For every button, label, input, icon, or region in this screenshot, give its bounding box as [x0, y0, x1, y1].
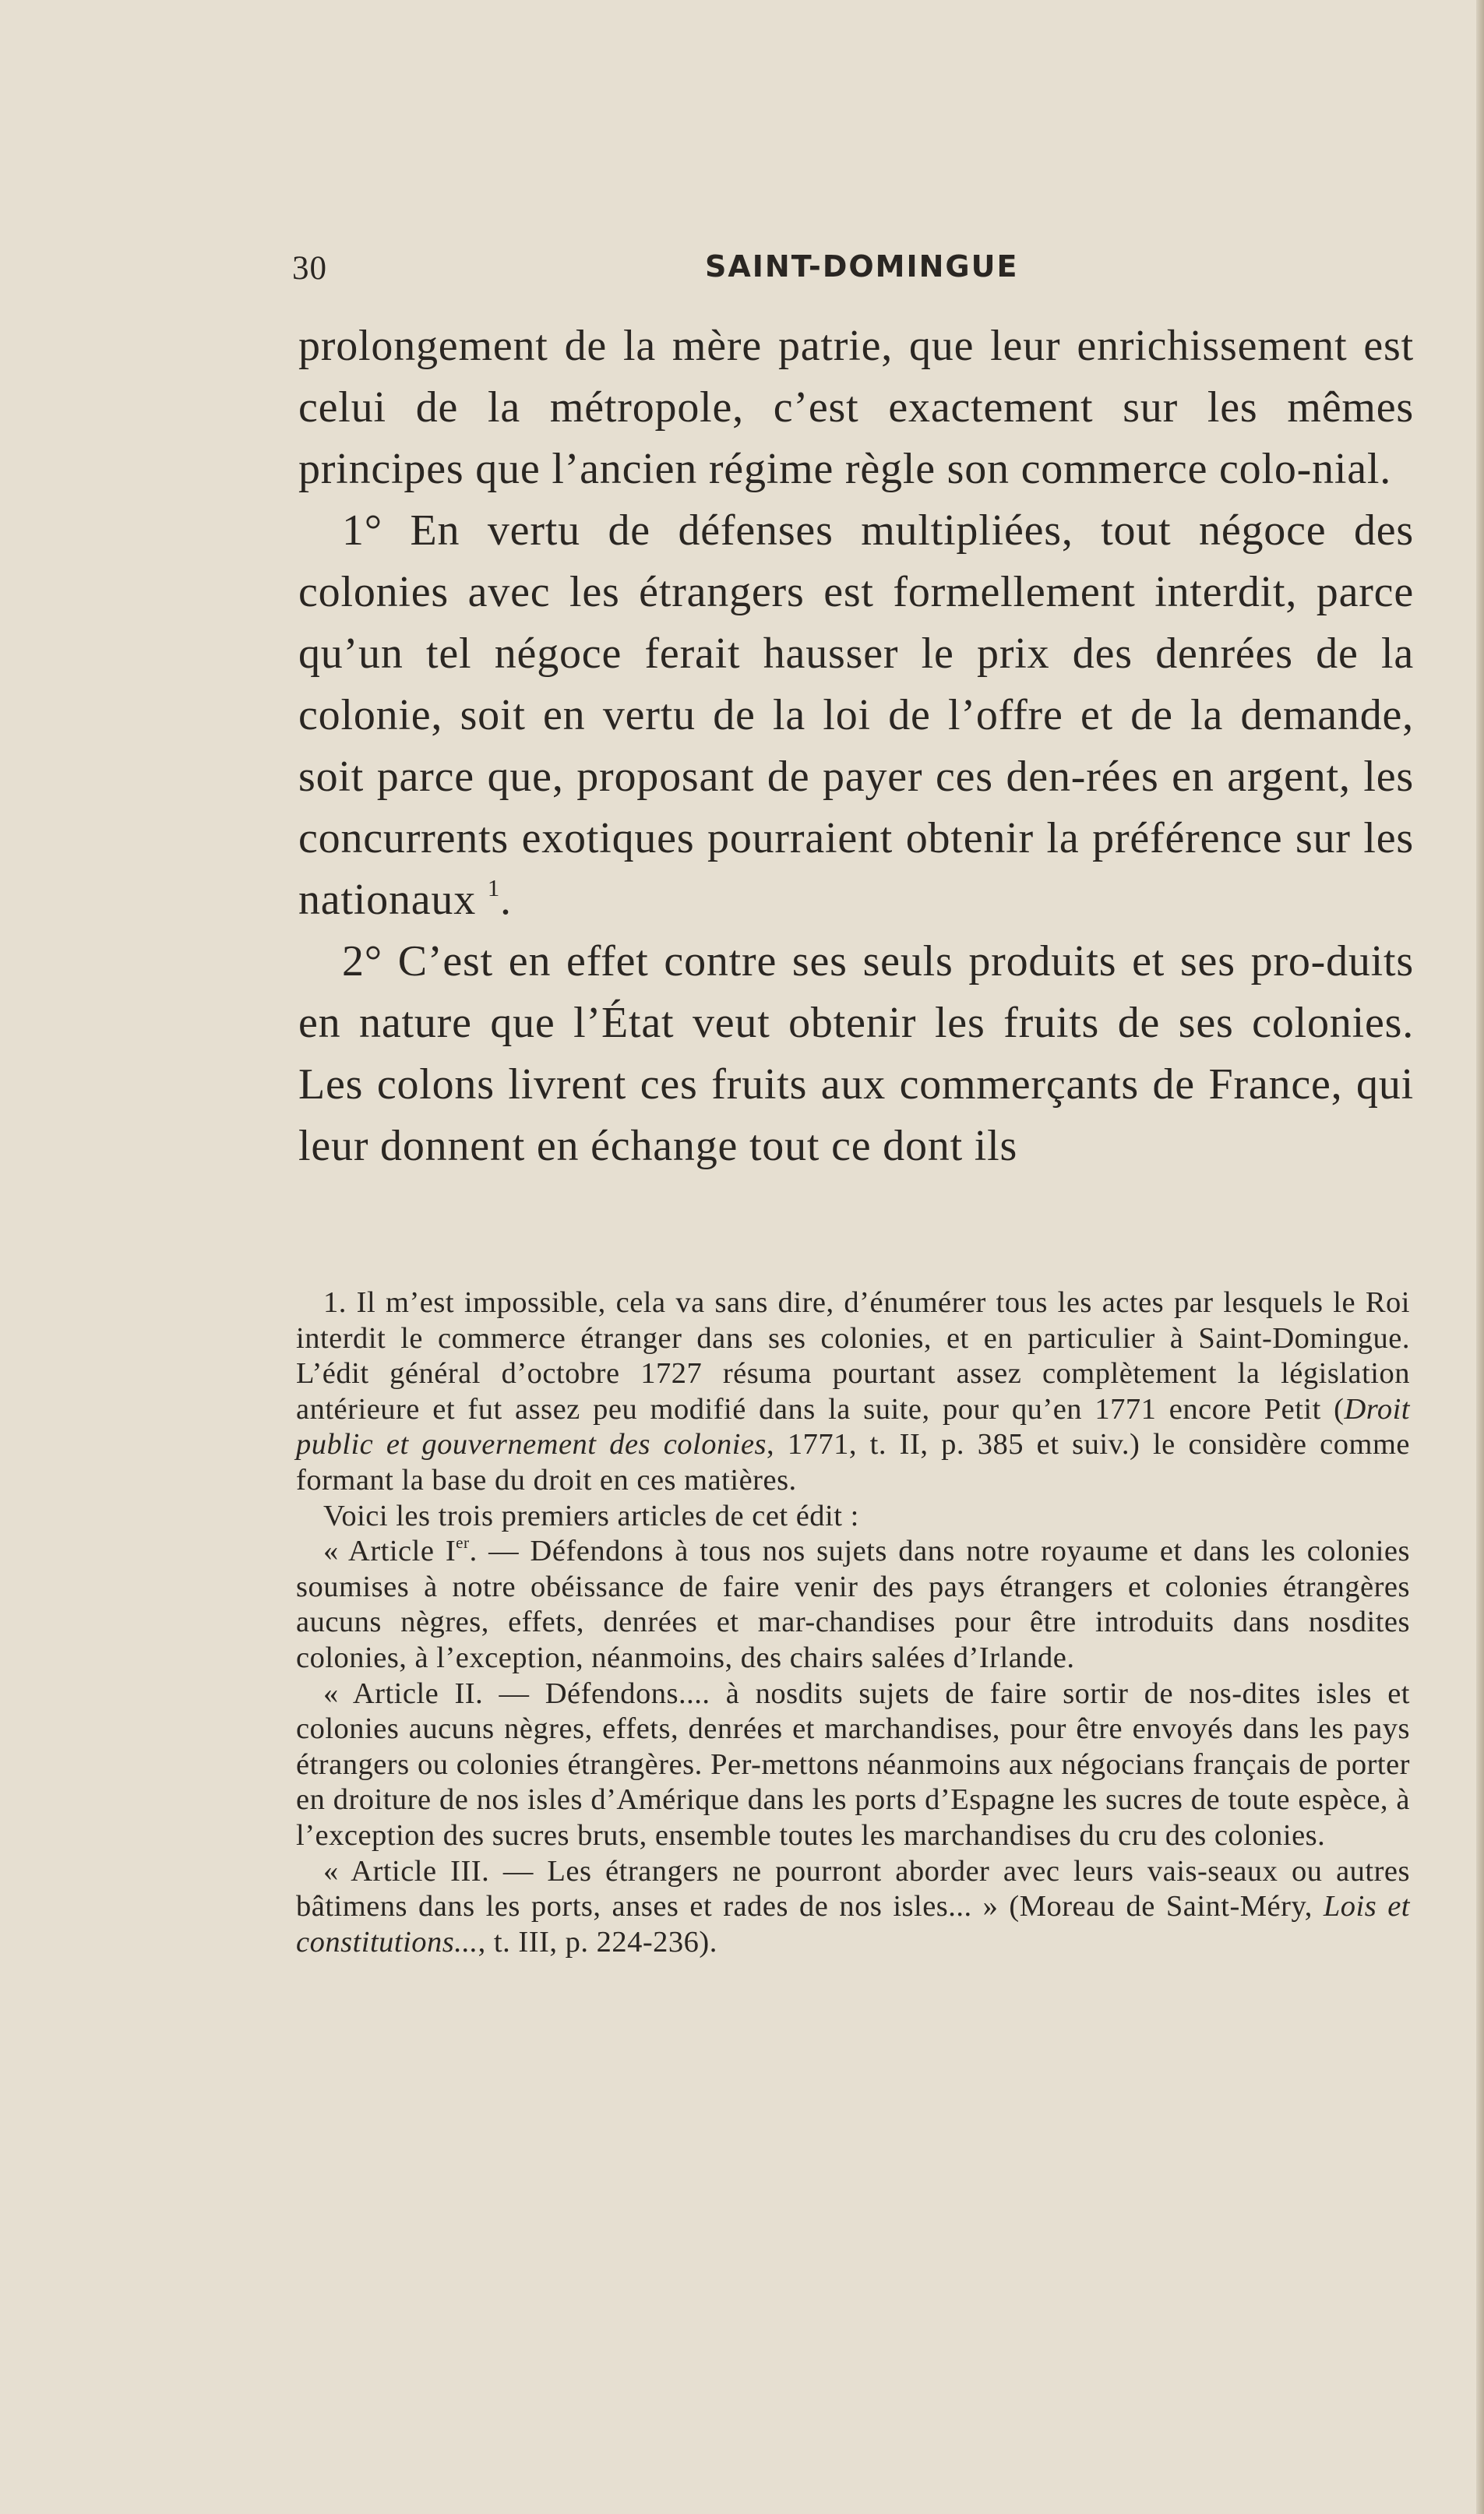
footnote-reference-trail: .: [500, 876, 512, 924]
page-number: 30: [292, 250, 327, 287]
footnote-article-3: [296, 1854, 1410, 1961]
footnote-voici: [296, 1499, 1410, 1535]
footnote-reference[interactable]: 1: [487, 874, 501, 901]
paragraph-3: [298, 931, 1414, 1177]
footnote-voici-text: Voici les trois premiers articles de cet édit :: [323, 1499, 859, 1532]
footnote-article-1: [296, 1534, 1410, 1676]
footnote-1-text-b: , 1771, t. II, p. 385 et suiv.) le considère comme formant la base du droit en ces matières.: [296, 1428, 1410, 1497]
footnote-article-2: [296, 1677, 1410, 1854]
main-text: [298, 316, 1414, 1177]
paragraph-2: [298, 500, 1414, 931]
paragraph-1: [298, 316, 1414, 500]
footnote-1: [296, 1285, 1410, 1499]
footnote-1-text-a: 1. Il m’est impossible, cela va sans dire, d’énumérer tous les actes par lesquels le Roi interdit le commerce étranger dans ses colonies, et en particulier à Saint-Domingue. L’édit général d’octobre 1727 résuma pourtant assez complètement la législation antérieure et fut assez peu modifié dans la suite, pour qu’en 1771 encore Petit (: [296, 1286, 1410, 1426]
running-title: SAINT-DOMINGUE: [705, 249, 1019, 284]
footnote-1-title: Droit public et gouvernement des colonies: [296, 1392, 1410, 1462]
article-1-text-a: « Article I: [323, 1535, 456, 1568]
paragraph-2-text: 1° En vertu de défenses multipliées, tout négoce des colonies avec les étrangers est formellement interdit, parce qu’un tel négoce ferait hausser le prix des denrées de la colonie, soit en vertu de la loi de l’offre et de la demande, soit parce que, proposant de payer ces den-rées en argent, les concurrents exotiques pourraient obtenir la préférence sur les nationaux: [298, 506, 1414, 924]
article-2-text: « Article II. — Défendons.... à nosdits sujets de faire sortir de nos-dites isles et colonies aucuns nègres, effets, denrées et marchandises, pour être envoyés dans les pays étrangers ou colonies étrangères. Per-mettons néanmoins aux négocians français de porter en droiture de nos isles d’Amérique dans les ports d’Espagne les sucres de toute espèce, à l’exception des sucres bruts, ensemble toutes les marchandises du cru des colonies.: [296, 1677, 1410, 1852]
article-1-superscript: er: [456, 1533, 470, 1553]
footnotes: [296, 1285, 1410, 1960]
paragraph-1-text: prolongement de la mère patrie, que leur enrichissement est celui de la métropole, c’est exactement sur les mêmes principes que l’ancien régime règle son commerce colo-nial.: [298, 322, 1414, 493]
article-3-title: Lois et constitutions...: [296, 1890, 1410, 1959]
running-head: [292, 249, 1414, 296]
paragraph-3-text: 2° C’est en effet contre ses seuls produits et ses pro-duits en nature que l’État veut obtenir les fruits de ses colonies. Les colons livrent ces fruits aux commerçants de France, qui leur donnent en échange tout ce dont ils: [298, 937, 1414, 1170]
article-3-text-b: , t. III, p. 224-236).: [478, 1925, 717, 1959]
article-3-text-a: « Article III. — Les étrangers ne pourront aborder avec leurs vais-seaux ou autres bâtimens dans les ports, anses et rades de nos isles... » (Moreau de Saint-Méry,: [296, 1854, 1410, 1923]
page-edge: [1476, 0, 1484, 2514]
article-1-text-b: . — Défendons à tous nos sujets dans notre royaume et dans les colonies soumises à notre obéissance de faire venir des pays étrangers et colonies étrangères aucuns nègres, effets, denrées et mar-chandises pour être introduits dans nosdites colonies, à l’exception, néanmoins, des chairs salées d’Irlande.: [296, 1535, 1410, 1674]
